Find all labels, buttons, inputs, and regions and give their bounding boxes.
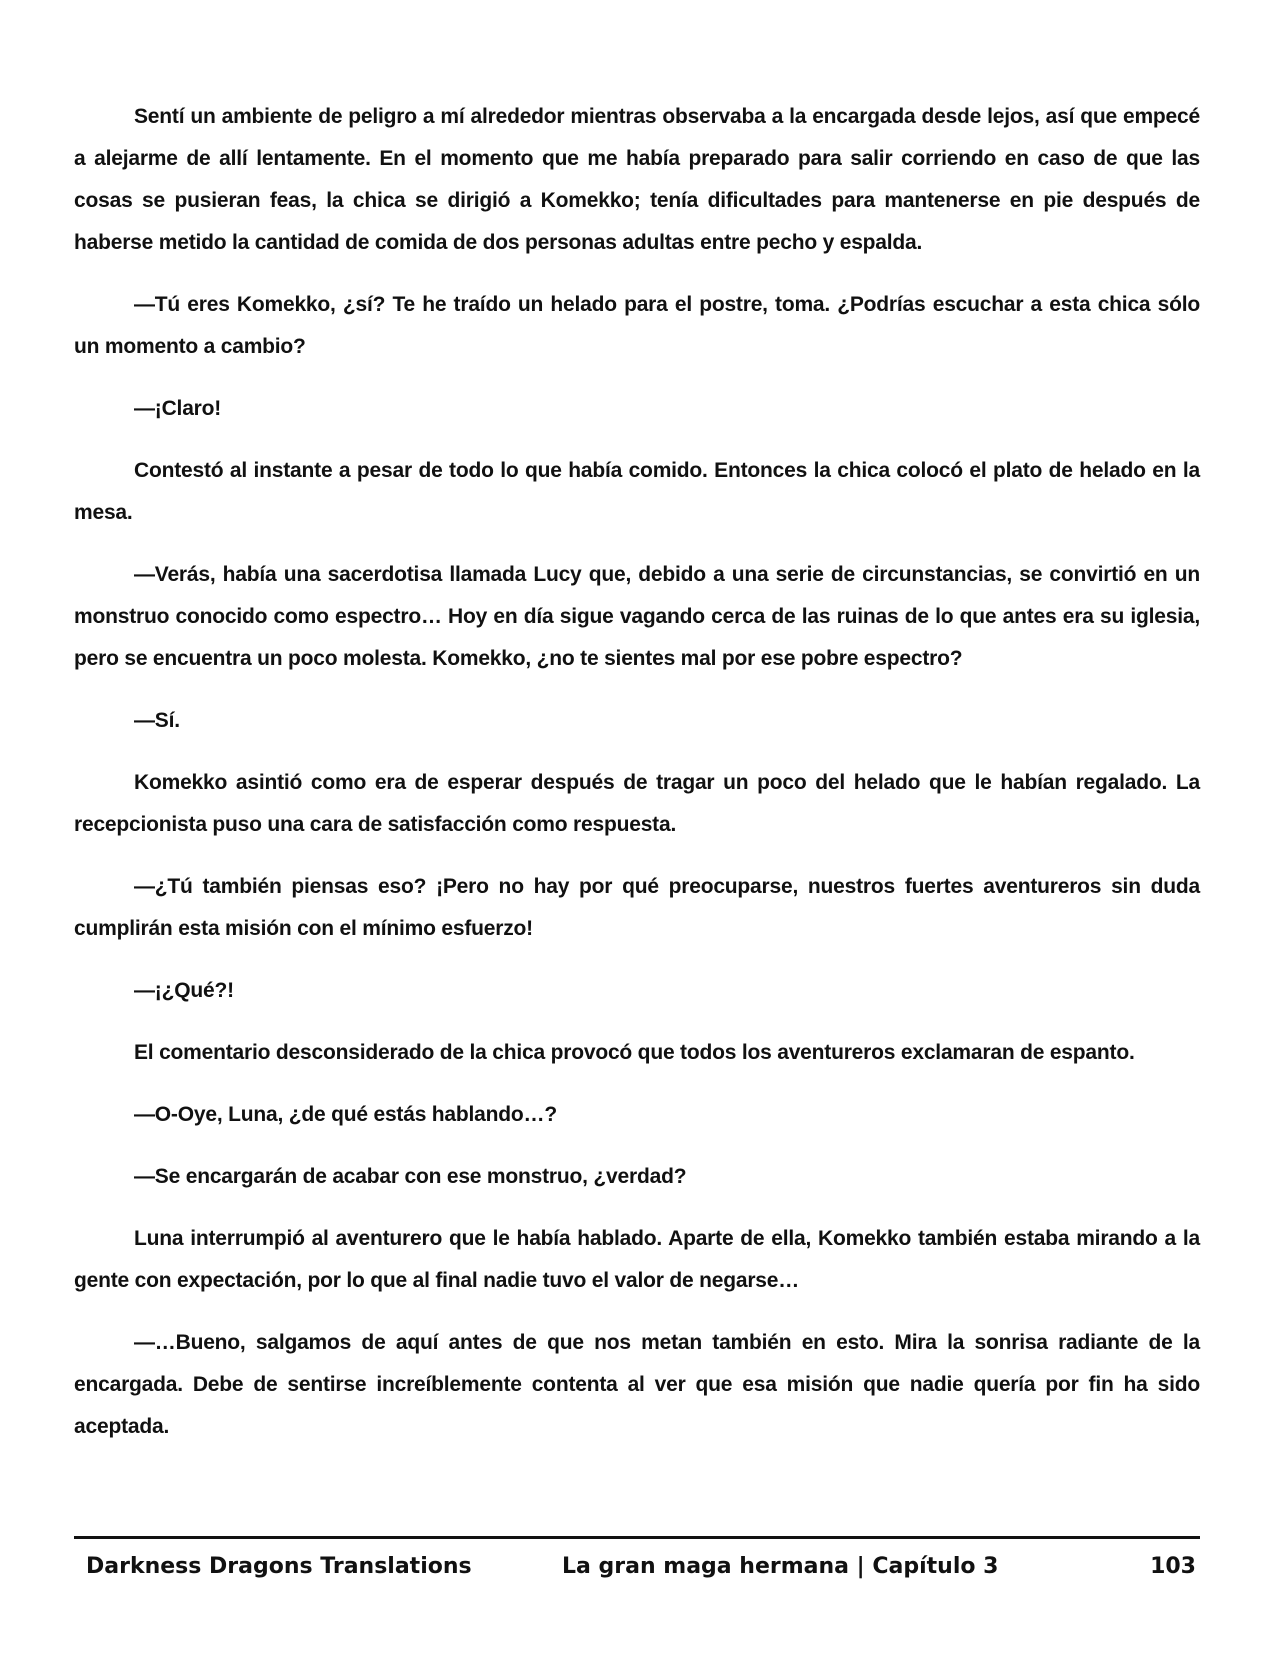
paragraph: —¡Claro! <box>134 397 222 420</box>
paragraph: —Se encargarán de acabar con ese monstruo, ¿verdad? <box>134 1165 687 1188</box>
paragraph: Luna interrumpió al aventurero que le había hablado. Aparte de ella, Komekko también estaba mirando a la gente con expectación, por lo que al final nadie tuvo el valor de negarse… <box>74 1227 1200 1292</box>
paragraph: Komekko asintió como era de esperar después de tragar un poco del helado que le habían regalado. La recepcionista puso una cara de satisfacción como respuesta. <box>74 771 1200 836</box>
page-number: 103 <box>1150 1554 1196 1579</box>
footer-divider <box>74 1536 1200 1539</box>
footer-translator-credit: Darkness Dragons Translations <box>86 1554 472 1579</box>
paragraph: Sentí un ambiente de peligro a mí alrededor mientras observaba a la encargada desde lejos, así que empecé a alejarme de allí lentamente. En el momento que me había preparado para salir corriendo en caso de que las cosas se pusieran feas, la chica se dirigió a Komekko; tenía dificultades para mantenerse en pie después de haberse metido la cantidad de comida de dos personas adultas entre pecho y espalda. <box>74 105 1200 254</box>
paragraph: —O-Oye, Luna, ¿de qué estás hablando…? <box>134 1103 557 1126</box>
paragraph: —Verás, había una sacerdotisa llamada Lucy que, debido a una serie de circunstancias, se convirtió en un monstruo conocido como espectro… Hoy en día sigue vagando cerca de las ruinas de lo que antes era su iglesia, pero se encuentra un poco molesta. Komekko, ¿no te sientes mal por ese pobre espectro? <box>74 563 1200 670</box>
paragraph: —¡¿Qué?! <box>134 979 234 1002</box>
paragraph: —…Bueno, salgamos de aquí antes de que nos metan también en esto. Mira la sonrisa radiante de la encargada. Debe de sentirse increíblemente contenta al ver que esa misión que nadie quería por fin ha sido aceptada. <box>74 1331 1200 1438</box>
footer-chapter-title: La gran maga hermana | Capítulo 3 <box>562 1554 999 1579</box>
paragraph: Contestó al instante a pesar de todo lo que había comido. Entonces la chica colocó el plato de helado en la mesa. <box>74 459 1200 524</box>
paragraph: —Sí. <box>134 709 180 732</box>
paragraph: El comentario desconsiderado de la chica provocó que todos los aventureros exclamaran de espanto. <box>134 1041 1135 1064</box>
page-footer <box>86 1550 1196 1584</box>
paragraph: —¿Tú también piensas eso? ¡Pero no hay por qué preocuparse, nuestros fuertes aventureros sin duda cumplirán esta misión con el mínimo esfuerzo! <box>74 875 1200 940</box>
body-text <box>74 96 1200 1468</box>
paragraph: —Tú eres Komekko, ¿sí? Te he traído un helado para el postre, toma. ¿Podrías escuchar a esta chica sólo un momento a cambio? <box>74 293 1200 358</box>
